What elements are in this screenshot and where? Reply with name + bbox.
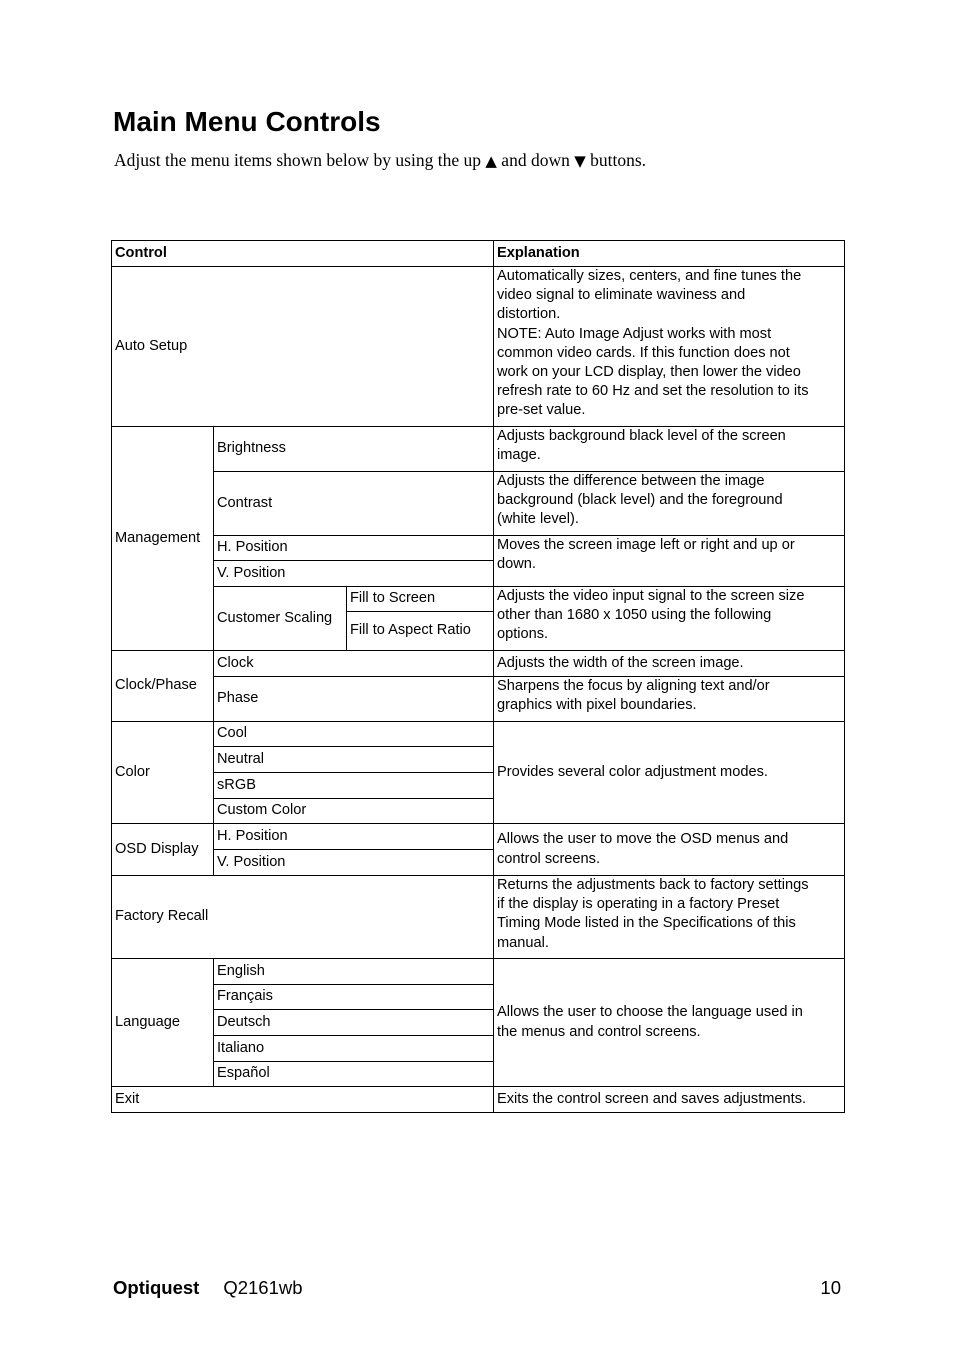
factory-recall-label: Factory Recall bbox=[112, 876, 494, 959]
table-row bbox=[112, 651, 845, 677]
explanation-line: if the display is operating in a factory Preset bbox=[497, 896, 780, 913]
table-row bbox=[112, 1087, 845, 1113]
color-option: sRGB bbox=[214, 773, 494, 799]
page-number: 10 bbox=[820, 1277, 841, 1298]
clock-phase-label: Clock/Phase bbox=[112, 651, 214, 722]
language-option: Deutsch bbox=[214, 1010, 494, 1036]
color-option: Cool bbox=[214, 722, 494, 747]
exit-explanation: Exits the control screen and saves adjustments. bbox=[494, 1087, 845, 1113]
explanation-line: common video cards. If this function does not bbox=[497, 344, 790, 361]
up-arrow-icon: ▲ bbox=[485, 152, 497, 170]
intro-paragraph bbox=[114, 148, 646, 173]
explanation-line: down. bbox=[497, 556, 536, 573]
color-explanation: Provides several color adjustment modes. bbox=[494, 722, 845, 824]
explanation-line: work on your LCD display, then lower the video bbox=[497, 364, 801, 381]
explanation-line: image. bbox=[497, 447, 541, 464]
table-row bbox=[112, 472, 845, 536]
color-label: Color bbox=[112, 722, 214, 824]
explanation-line: options. bbox=[497, 626, 549, 643]
down-arrow-icon: ▼ bbox=[574, 152, 586, 170]
clock-label: Clock bbox=[214, 651, 494, 677]
brightness-label: Brightness bbox=[214, 427, 494, 472]
table-header-row bbox=[112, 241, 845, 267]
explanation-line: (white level). bbox=[497, 511, 579, 528]
table-row bbox=[112, 427, 845, 472]
language-option: Français bbox=[214, 985, 494, 1010]
intro-text-start: Adjust the menu items shown below by using the up bbox=[114, 150, 486, 170]
explanation-line: Adjusts background black level of the screen bbox=[497, 428, 786, 444]
osd-display-label: OSD Display bbox=[112, 824, 214, 876]
language-option: Italiano bbox=[214, 1036, 494, 1062]
clock-explanation: Adjusts the width of the screen image. bbox=[494, 651, 845, 677]
factory-recall-explanation bbox=[494, 876, 845, 959]
explanation-line: Sharpens the focus by aligning text and/or bbox=[497, 678, 770, 694]
osd-h-position-label: H. Position bbox=[214, 824, 494, 850]
position-explanation bbox=[494, 536, 845, 587]
contrast-explanation bbox=[494, 472, 845, 536]
explanation-line: Adjusts the video input signal to the screen size bbox=[497, 588, 805, 604]
table-row bbox=[112, 536, 845, 561]
exit-label: Exit bbox=[112, 1087, 494, 1113]
table-row bbox=[112, 677, 845, 722]
language-label: Language bbox=[112, 959, 214, 1087]
phase-explanation bbox=[494, 677, 845, 722]
explanation-line: Adjusts the difference between the image bbox=[497, 473, 765, 489]
explanation-line: other than 1680 x 1050 using the following bbox=[497, 607, 772, 624]
contrast-label: Contrast bbox=[214, 472, 494, 536]
table-row bbox=[112, 824, 845, 850]
osd-v-position-label: V. Position bbox=[214, 850, 494, 876]
table-row bbox=[112, 587, 845, 612]
explanation-line: Allows the user to move the OSD menus and bbox=[497, 831, 789, 848]
page-footer bbox=[113, 1276, 841, 1300]
customer-scaling-label: Customer Scaling bbox=[214, 587, 347, 651]
color-option: Neutral bbox=[214, 747, 494, 773]
footer-brand: Optiquest bbox=[113, 1277, 200, 1298]
management-label: Management bbox=[112, 427, 214, 651]
explanation-line: the menus and control screens. bbox=[497, 1023, 701, 1040]
customer-scaling-explanation bbox=[494, 587, 845, 651]
brightness-explanation bbox=[494, 427, 845, 472]
language-explanation bbox=[494, 959, 845, 1087]
color-option: Custom Color bbox=[214, 799, 494, 824]
explanation-line: video signal to eliminate waviness and bbox=[497, 287, 746, 304]
management-h-position-label: H. Position bbox=[214, 536, 494, 561]
page-title: Main Menu Controls bbox=[113, 106, 381, 137]
explanation-line: Automatically sizes, centers, and fine tunes the bbox=[497, 268, 802, 284]
table-row bbox=[112, 267, 845, 427]
explanation-line: Allows the user to choose the language used in bbox=[497, 1004, 803, 1021]
language-option: Español bbox=[214, 1062, 494, 1087]
explanation-line: control screens. bbox=[497, 850, 601, 867]
explanation-line: background (black level) and the foreground bbox=[497, 492, 783, 509]
explanation-line: NOTE: Auto Image Adjust works with most bbox=[497, 325, 772, 342]
phase-label: Phase bbox=[214, 677, 494, 722]
header-explanation: Explanation bbox=[494, 241, 845, 267]
explanation-line: manual. bbox=[497, 934, 549, 951]
explanation-line: graphics with pixel boundaries. bbox=[497, 697, 697, 714]
explanation-line: refresh rate to 60 Hz and set the resolution to its bbox=[497, 383, 809, 400]
table-row bbox=[112, 722, 845, 747]
auto-setup-explanation bbox=[494, 267, 845, 427]
management-v-position-label: V. Position bbox=[214, 561, 494, 587]
footer-model: Q2161wb bbox=[223, 1277, 303, 1298]
explanation-line: Returns the adjustments back to factory settings bbox=[497, 877, 809, 893]
menu-controls-table bbox=[111, 240, 845, 1113]
fill-to-aspect-label: Fill to Aspect Ratio bbox=[347, 612, 494, 651]
osd-display-explanation bbox=[494, 824, 845, 876]
table-row bbox=[112, 876, 845, 959]
header-control: Control bbox=[112, 241, 494, 267]
intro-text-middle: and down bbox=[496, 150, 575, 170]
explanation-line: Timing Mode listed in the Specifications of this bbox=[497, 915, 796, 932]
auto-setup-label: Auto Setup bbox=[112, 267, 494, 427]
intro-text-end: buttons. bbox=[585, 150, 647, 170]
explanation-line: pre-set value. bbox=[497, 402, 586, 419]
table-row bbox=[112, 959, 845, 985]
explanation-line: Moves the screen image left or right and up or bbox=[497, 537, 795, 553]
explanation-line: distortion. bbox=[497, 306, 561, 323]
language-option: English bbox=[214, 959, 494, 985]
fill-to-screen-label: Fill to Screen bbox=[347, 587, 494, 612]
